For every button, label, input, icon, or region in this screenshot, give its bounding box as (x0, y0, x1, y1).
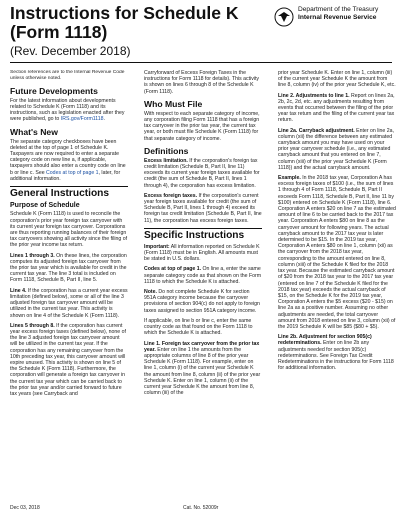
line-2a-paragraph: Line 2a. Carryback adjustment. Enter on line 2a, column (xii) the difference between any estimated carryback amount you may have used on your prior year carryover schedule (i.e., any estimated carryback amount that you entered on line 7, column (xiii) of the prior year Schedule K (Form 1118)) and the actual carryback amount. (278, 127, 394, 171)
lines-5-8-paragraph: Lines 5 through 8. If the corporation has current year excess foreign taxes (defined below), none of the line 3 adjusted foreign tax carryover amount will be utilized in the current tax year. If the corporation has any remaining carryover from the 10th preceding tax year, this carryover amount will expire unused. This activity is shown on line 5 of the Schedule K (Form 1118). Furthermore, the corporation will generate a foreign tax carryover in the current tax year which can be carried back to the prior tax year and/or carried forward to future tax years (see Carryback and (10, 322, 126, 397)
column-3 (278, 70, 396, 500)
carryforward-continuation: Carryforward of Excess Foreign Taxes in the instructions for Form 1118 for details). This activity is shown on lines 6 through 8 of the Schedule K (Form 1118). (144, 70, 260, 95)
column-1 (10, 70, 128, 500)
line-1-paragraph: Line 1. Foreign tax carryover from the prior tax year. Enter on line 1 the amounts from the appropriate columns of line 8 of the prior year Schedule K (Form 1118). For example, enter on line 1, column (i) of the current year Schedule K the amount from line 8, column (ii) of the prior year Schedule K. Enter on line 1, column (ii) of the current year Schedule K the amount from line 8, column (iii) of the (144, 340, 261, 397)
specific-instructions-heading: Specific Instructions (144, 228, 262, 242)
agency-department: Department of the Treasury (298, 6, 379, 13)
excess-foreign-taxes-paragraph: Excess foreign taxes. If the corporation's current year foreign taxes available for credit (the sum of Schedule B, Part II, lines 1 through 4) exceed its foreign tax credit limitation (Schedule B, Part II, line 11), the corporation has excess foreign taxes. (144, 192, 262, 224)
codes-at-top-link[interactable]: Codes at top of page 1 (46, 169, 99, 176)
lines-1-3-paragraph: Lines 1 through 3. On these lines, the corporation computes its adjusted foreign tax carryover from the prior tax year which is available for credit in the current tax year. The line 3 total is included on Form 1118, Schedule B, Part II, line 5. (10, 252, 127, 284)
general-instructions-heading: General Instructions (10, 186, 128, 200)
if-applicable-paragraph: If applicable, on line b or line c, enter the same country code as that found on the Form 1118 to which the Schedule K is attached. (144, 317, 253, 337)
codes-paragraph: Codes at top of page 1. On line a, enter the same separate category code as that shown on the Form 1118 to which the Schedule K is attached. (144, 266, 262, 285)
example-paragraph: Example. In the 2018 tax year, Corporation A has excess foreign taxes of $100 (i.e., the sum of lines 1 through 4 of Form 1118, Schedule B, Part II exceeds Form 1118, Schedule B, Part II, line 11 by $100) entered on Schedule K (Form 1118), line 6. Corporation A enters $20 on line 7 as the estimated amount of line 6 to be carried back to the 2017 tax year. Corporation A enters $80 on line 8 as the carryover amount for following years. The actual carryback amount to the 2017 tax year is later determined to be $15. In the 2019 tax year, Corporation A enters $80 on line 1, column (xii) as the carryover from the 2018 tax year, corresponding to the amount entered on line 8, column (xiii) of the Schedule K filed for the 2018 tax year. Because the estimated carryback amount of $20 from the 2018 tax year to the 2017 tax year (entered on line 7 of the Schedule K filed for the 2018 tax year) exceeds the actual carryback of $15, on the Schedule K for the 2019 tax year, Corporation A enters the $5 excess ($20 - $15) on line 2a as a positive number. Assuming no other adjustments are needed, the total carryover amount from 2018 entered on line 3, column (xii) of the 2019 Schedule K will be $85 ($80 + $5). (278, 175, 396, 330)
future-developments-text: For the latest information about developments related to Schedule K (Form 1118) and its instructions, such as legislation enacted after they were published, go to IRS.gov/Form1118. (10, 97, 125, 123)
agency-block (298, 6, 396, 22)
revision-date: (Rev. December 2018) (10, 44, 131, 58)
important-paragraph: Important: All information reported on Schedule K (Form 1118) must be in English. All amounts must be stated in U.S. dollars. (144, 243, 260, 263)
whats-new-heading: What's New (10, 126, 58, 137)
definitions-heading: Definitions (144, 145, 189, 156)
line-1-continuation: prior year Schedule K. Enter on line 1, column (iii) of the current year Schedule K the amount from line 8, column (iv) of the prior year Schedule K, etc. (278, 70, 396, 89)
future-developments-heading: Future Developments (10, 85, 98, 96)
irs-form1118-link[interactable]: IRS.gov/Form1118 (60, 116, 104, 123)
who-must-file-heading: Who Must File (144, 98, 203, 109)
line-2-paragraph: Line 2. Adjustments to line 1. Report on lines 2a, 2b, 2c, 2d, etc. any adjustments resulting from events that occurred between the filing of the prior year tax return and the filing of the current year tax return. (278, 92, 395, 124)
line-4-paragraph: Line 4. If the corporation has a current year excess limitation (defined below), some or all of the line 3 adjusted foreign tax carryover amount will be utilized in the current tax year. This activity is shown on line 4 of the Schedule K (Form 1118). (10, 287, 128, 319)
footer-cat-number: Cat. No. 52009r (183, 505, 219, 511)
footer-date: Dec 03, 2018 (10, 505, 40, 511)
note-paragraph: Note. Do not complete Schedule K for section 951A category income because the carryover provisions of section 904(c) do not apply to foreign taxes assigned to section 951A category income. (144, 289, 260, 314)
page-title: Instructions for Schedule K (Form 1118) (10, 3, 239, 42)
irs-eagle-logo-icon (274, 7, 294, 27)
column-2 (144, 70, 262, 500)
whats-new-text: The separate category checkboxes have been deleted at the top of page 1 of Schedule K. Taxpayers are now required to enter a separate category code on new line a, if applicable, taxpayers should also enter a country code on line b or line c. See Codes at top of page 1, later, for additional information. (10, 138, 126, 182)
excess-limitation-paragraph: Excess limitation. If the corporation's foreign tax credit limitation (Schedule B, Part II, line 11) exceeds its current year foreign taxes available for credit (the sum of Schedule B, Part II, lines 1 through 4), the corporation has excess limitation. (144, 157, 260, 189)
purpose-heading: Purpose of Schedule (10, 202, 80, 210)
section-references: Section references are to the Internal Revenue Code unless otherwise noted. (10, 70, 125, 81)
line-2b-paragraph: Line 2b. Adjustment for section 905(c) redeterminations. Enter on line 2b any adjustments needed for section 905(c) redeterminations. See Foreign Tax Credit Redeterminations in the instructions for Form 1118 for additional information. (278, 334, 394, 372)
agency-irs: Internal Revenue Service (298, 14, 377, 21)
header-divider (10, 62, 392, 63)
who-must-file-text: With respect to each separate category of income, any corporation filing Form 1118 that has a foreign tax carryover in the prior tax year, the current tax year, or both must file Schedule K (Form 1118) for that separate category of income. (144, 110, 260, 142)
purpose-text: Schedule K (Form 1118) is used to reconcile the corporation's prior year foreign tax carryover with its current year foreign tax carryover. Corporations are thus reporting running balances of their foreign tax carryovers showing all activity since the filing of the prior year income tax return. (10, 211, 128, 249)
